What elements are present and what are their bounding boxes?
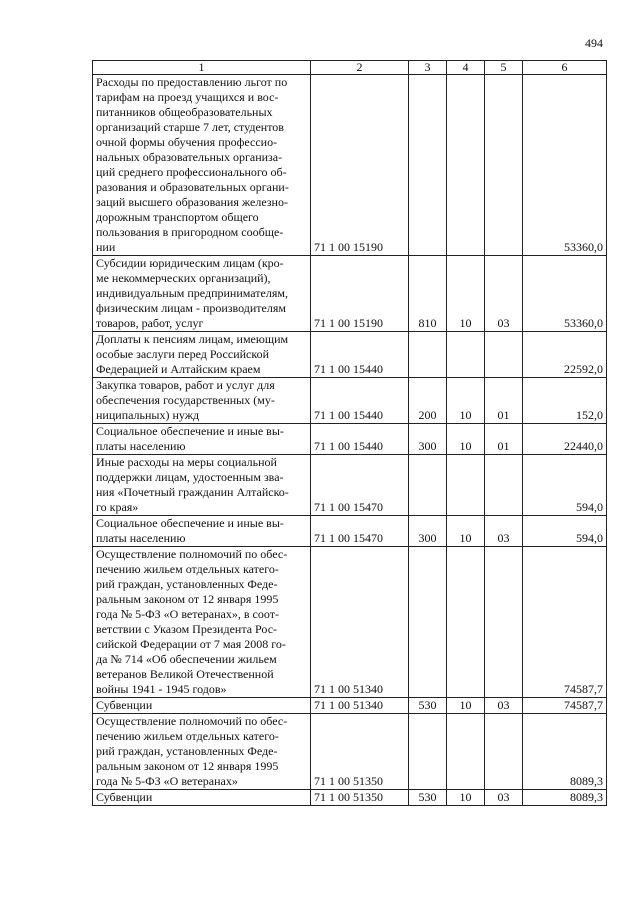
row-name-line: ме некоммерческих организаций), — [96, 271, 271, 285]
row-name-cell — [93, 332, 311, 378]
row-name-line: Иные расходы на меры социальной — [96, 455, 277, 469]
section-code-cell: 10 — [447, 516, 485, 547]
row-name-line: Федерацией и Алтайским краем — [96, 362, 261, 376]
row-name-cell — [93, 75, 311, 256]
row-name-line: ветствии с Указом Президента Рос- — [96, 622, 278, 636]
subsection-code-cell — [485, 332, 523, 378]
row-name-line: Субвенции — [96, 698, 153, 712]
subsection-code-cell: 03 — [485, 516, 523, 547]
amount-cell: 22440,0 — [523, 424, 607, 455]
target-article-code-cell: 71 1 00 15440 — [311, 332, 409, 378]
row-name-line: Доплаты к пенсиям лицам, имеющим — [96, 332, 289, 346]
row-name-line: ниципальных) нужд — [96, 408, 200, 422]
section-code-cell: 10 — [447, 424, 485, 455]
row-name-line: Субвенции — [96, 790, 153, 804]
row-name-line: Расходы по предоставлению льгот по — [96, 75, 288, 89]
row-name-line: товаров, работ, услуг — [96, 316, 204, 330]
row-name-line: нии — [96, 240, 116, 254]
section-code-cell: 10 — [447, 256, 485, 332]
column-header-4: 4 — [447, 61, 485, 75]
row-name-line: рий граждан, установленных Феде- — [96, 577, 278, 591]
expense-type-code-cell: 530 — [409, 698, 447, 714]
subsection-code-cell: 03 — [485, 698, 523, 714]
row-name-line: платы населению — [96, 439, 186, 453]
row-name-cell — [93, 714, 311, 790]
table-row — [93, 378, 607, 424]
row-name-line: платы населению — [96, 531, 186, 545]
row-name-line: года № 5-ФЗ «О ветеранах», в соот- — [96, 607, 279, 621]
amount-cell: 594,0 — [523, 516, 607, 547]
expense-type-code-cell: 810 — [409, 256, 447, 332]
row-name-line: особые заслуги перед Российской — [96, 347, 270, 361]
row-name-line: дорожным транспортом общего — [96, 210, 259, 224]
row-name-line: го края» — [96, 500, 139, 514]
target-article-code-cell: 71 1 00 51340 — [311, 698, 409, 714]
table-row — [93, 547, 607, 698]
amount-cell: 152,0 — [523, 378, 607, 424]
row-name-line: ния «Почетный гражданин Алтайско- — [96, 485, 289, 499]
column-header-2: 2 — [311, 61, 409, 75]
amount-cell: 74587,7 — [523, 698, 607, 714]
table-header — [93, 61, 607, 75]
target-article-code-cell: 71 1 00 15470 — [311, 516, 409, 547]
header-row — [93, 61, 607, 75]
table-row — [93, 698, 607, 714]
row-name-line: заций высшего образования железно- — [96, 195, 288, 209]
row-name-line: Субсидии юридическим лицам (кро- — [96, 256, 284, 270]
amount-cell: 74587,7 — [523, 547, 607, 698]
target-article-code-cell: 71 1 00 15440 — [311, 378, 409, 424]
section-code-cell: 10 — [447, 790, 485, 806]
amount-cell: 594,0 — [523, 455, 607, 516]
row-name-cell — [93, 256, 311, 332]
column-header-6: 6 — [523, 61, 607, 75]
target-article-code-cell: 71 1 00 15190 — [311, 75, 409, 256]
row-name-cell — [93, 424, 311, 455]
amount-cell: 53360,0 — [523, 75, 607, 256]
row-name-line: рий граждан, установленных Феде- — [96, 744, 278, 758]
expense-type-code-cell: 300 — [409, 424, 447, 455]
amount-cell: 8089,3 — [523, 790, 607, 806]
table-row — [93, 714, 607, 790]
section-code-cell — [447, 455, 485, 516]
subsection-code-cell — [485, 714, 523, 790]
expense-type-code-cell — [409, 332, 447, 378]
subsection-code-cell — [485, 75, 523, 256]
row-name-line: печению жильем отдельных катего- — [96, 562, 279, 576]
target-article-code-cell: 71 1 00 51350 — [311, 790, 409, 806]
expense-type-code-cell: 300 — [409, 516, 447, 547]
row-name-cell — [93, 547, 311, 698]
row-name-cell — [93, 378, 311, 424]
budget-table — [92, 60, 607, 806]
subsection-code-cell: 01 — [485, 424, 523, 455]
row-name-line: разования и образовательных органи- — [96, 180, 289, 194]
expense-type-code-cell — [409, 714, 447, 790]
expense-type-code-cell: 200 — [409, 378, 447, 424]
subsection-code-cell: 03 — [485, 256, 523, 332]
row-name-line: обеспечения государственных (му- — [96, 393, 275, 407]
row-name-line: ральным законом от 12 января 1995 — [96, 592, 279, 606]
row-name-line: сийской Федерации от 7 мая 2008 го- — [96, 637, 286, 651]
table-row — [93, 790, 607, 806]
column-header-5: 5 — [485, 61, 523, 75]
row-name-line: ветеранов Великой Отечественной — [96, 667, 274, 681]
subsection-code-cell: 03 — [485, 790, 523, 806]
section-code-cell — [447, 75, 485, 256]
expense-type-code-cell — [409, 547, 447, 698]
target-article-code-cell: 71 1 00 51340 — [311, 547, 409, 698]
row-name-line: организаций старше 7 лет, студентов — [96, 120, 284, 134]
target-article-code-cell: 71 1 00 15190 — [311, 256, 409, 332]
expense-type-code-cell — [409, 75, 447, 256]
target-article-code-cell: 71 1 00 51350 — [311, 714, 409, 790]
table-row — [93, 332, 607, 378]
row-name-line: физическим лицам - производителям — [96, 301, 286, 315]
row-name-line: ральным законом от 12 января 1995 — [96, 759, 279, 773]
target-article-code-cell: 71 1 00 15440 — [311, 424, 409, 455]
row-name-line: поддержки лицам, удостоенным зва- — [96, 470, 284, 484]
column-header-1: 1 — [93, 61, 311, 75]
page-number: 494 — [585, 36, 603, 50]
row-name-line: печению жильем отдельных катего- — [96, 729, 279, 743]
row-name-line: Осуществление полномочий по обес- — [96, 714, 288, 728]
row-name-line: Закупка товаров, работ и услуг для — [96, 378, 275, 392]
row-name-line: Социальное обеспечение и иные вы- — [96, 516, 284, 530]
table-row — [93, 516, 607, 547]
subsection-code-cell: 01 — [485, 378, 523, 424]
row-name-line: очной формы обучения профессио- — [96, 135, 278, 149]
row-name-line: нальных образовательных организа- — [96, 150, 283, 164]
table-body — [93, 75, 607, 806]
expense-type-code-cell — [409, 455, 447, 516]
row-name-line: года № 5-ФЗ «О ветеранах» — [96, 774, 238, 788]
row-name-cell — [93, 455, 311, 516]
amount-cell: 8089,3 — [523, 714, 607, 790]
row-name-line: Социальное обеспечение и иные вы- — [96, 424, 284, 438]
section-code-cell: 10 — [447, 378, 485, 424]
table-row — [93, 75, 607, 256]
row-name-cell — [93, 790, 311, 806]
table-row — [93, 424, 607, 455]
section-code-cell: 10 — [447, 698, 485, 714]
expense-type-code-cell: 530 — [409, 790, 447, 806]
amount-cell: 22592,0 — [523, 332, 607, 378]
row-name-line: войны 1941 - 1945 годов» — [96, 682, 227, 696]
table-row — [93, 256, 607, 332]
row-name-line: питанников общеобразовательных — [96, 105, 273, 119]
row-name-line: индивидуальным предпринимателям, — [96, 286, 288, 300]
row-name-line: пользования в пригородном сообще- — [96, 225, 284, 239]
amount-cell: 53360,0 — [523, 256, 607, 332]
section-code-cell — [447, 547, 485, 698]
row-name-cell — [93, 698, 311, 714]
row-name-line: Осуществление полномочий по обес- — [96, 547, 288, 561]
target-article-code-cell: 71 1 00 15470 — [311, 455, 409, 516]
section-code-cell — [447, 332, 485, 378]
row-name-line: ций среднего профессионального об- — [96, 165, 287, 179]
row-name-cell — [93, 516, 311, 547]
table-row — [93, 455, 607, 516]
subsection-code-cell — [485, 547, 523, 698]
row-name-line: тарифам на проезд учащихся и вос- — [96, 90, 279, 104]
section-code-cell — [447, 714, 485, 790]
column-header-3: 3 — [409, 61, 447, 75]
subsection-code-cell — [485, 455, 523, 516]
row-name-line: да № 714 «Об обеспечении жильем — [96, 652, 277, 666]
